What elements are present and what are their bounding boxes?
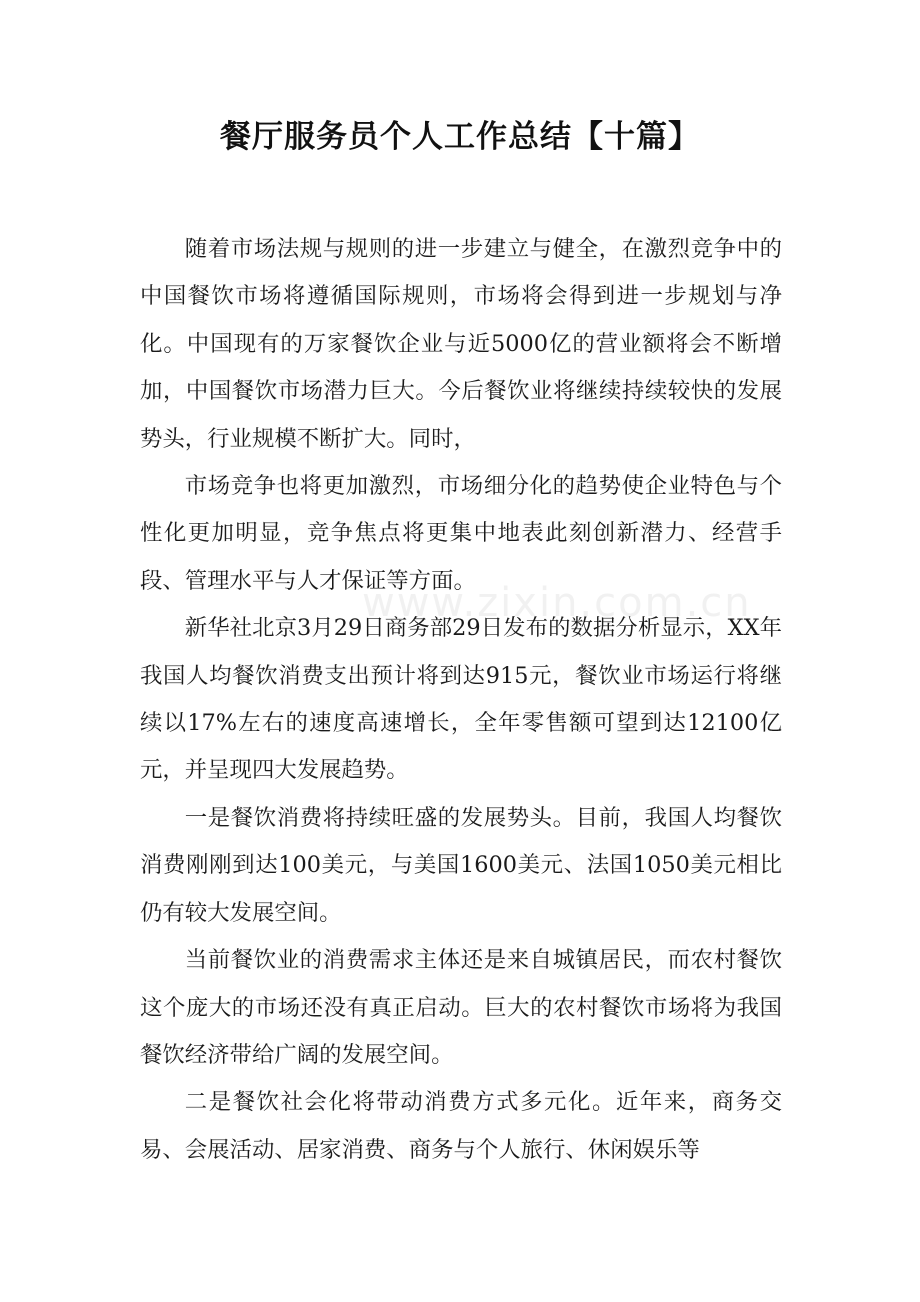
- watermark: www.zixin.com.cn: [362, 580, 752, 626]
- paragraph: 市场竞争也将更加激烈，市场细分化的趋势使企业特色与个性化更加明显，竞争焦点将更集中地表此刻创新潜力、经营手段、管理水平与人才保证等方面。: [140, 473, 782, 594]
- paragraph: 新华社北京3月29日商务部29日发布的数据分析显示，XX年我国人均餐饮消费支出预计将到达915元，餐饮业市场运行将继续以17%左右的速度高速增长，全年零售额可望到达12100亿元，并呈现四大发展趋势。: [140, 615, 782, 784]
- paragraph: 二是餐饮社会化将带动消费方式多元化。近年来，商务交易、会展活动、居家消费、商务与个人旅行、休闲娱乐等: [140, 1089, 782, 1163]
- paragraph: 一是餐饮消费将持续旺盛的发展势头。目前，我国人均餐饮消费刚刚到达100美元，与美国1600美元、法国1050美元相比仍有较大发展空间。: [140, 804, 782, 926]
- paragraph: 当前餐饮业的消费需求主体还是来自城镇居民，而农村餐饮这个庞大的市场还没有真正启动。巨大的农村餐饮市场将为我国餐饮经济带给广阔的发展空间。: [140, 947, 782, 1068]
- document-body: [140, 226, 782, 1174]
- document-title: 餐厅服务员个人工作总结【十篇】: [220, 119, 700, 155]
- paragraph: 随着市场法规与规则的进一步建立与健全，在激烈竞争中的中国餐饮市场将遵循国际规则，市场将会得到进一步规划与净化。中国现有的万家餐饮企业与近5000亿的营业额将会不断增加，中国餐饮市场潜力巨大。今后餐饮业将继续持续较快的发展势头，行业规模不断扩大。同时，: [140, 236, 782, 452]
